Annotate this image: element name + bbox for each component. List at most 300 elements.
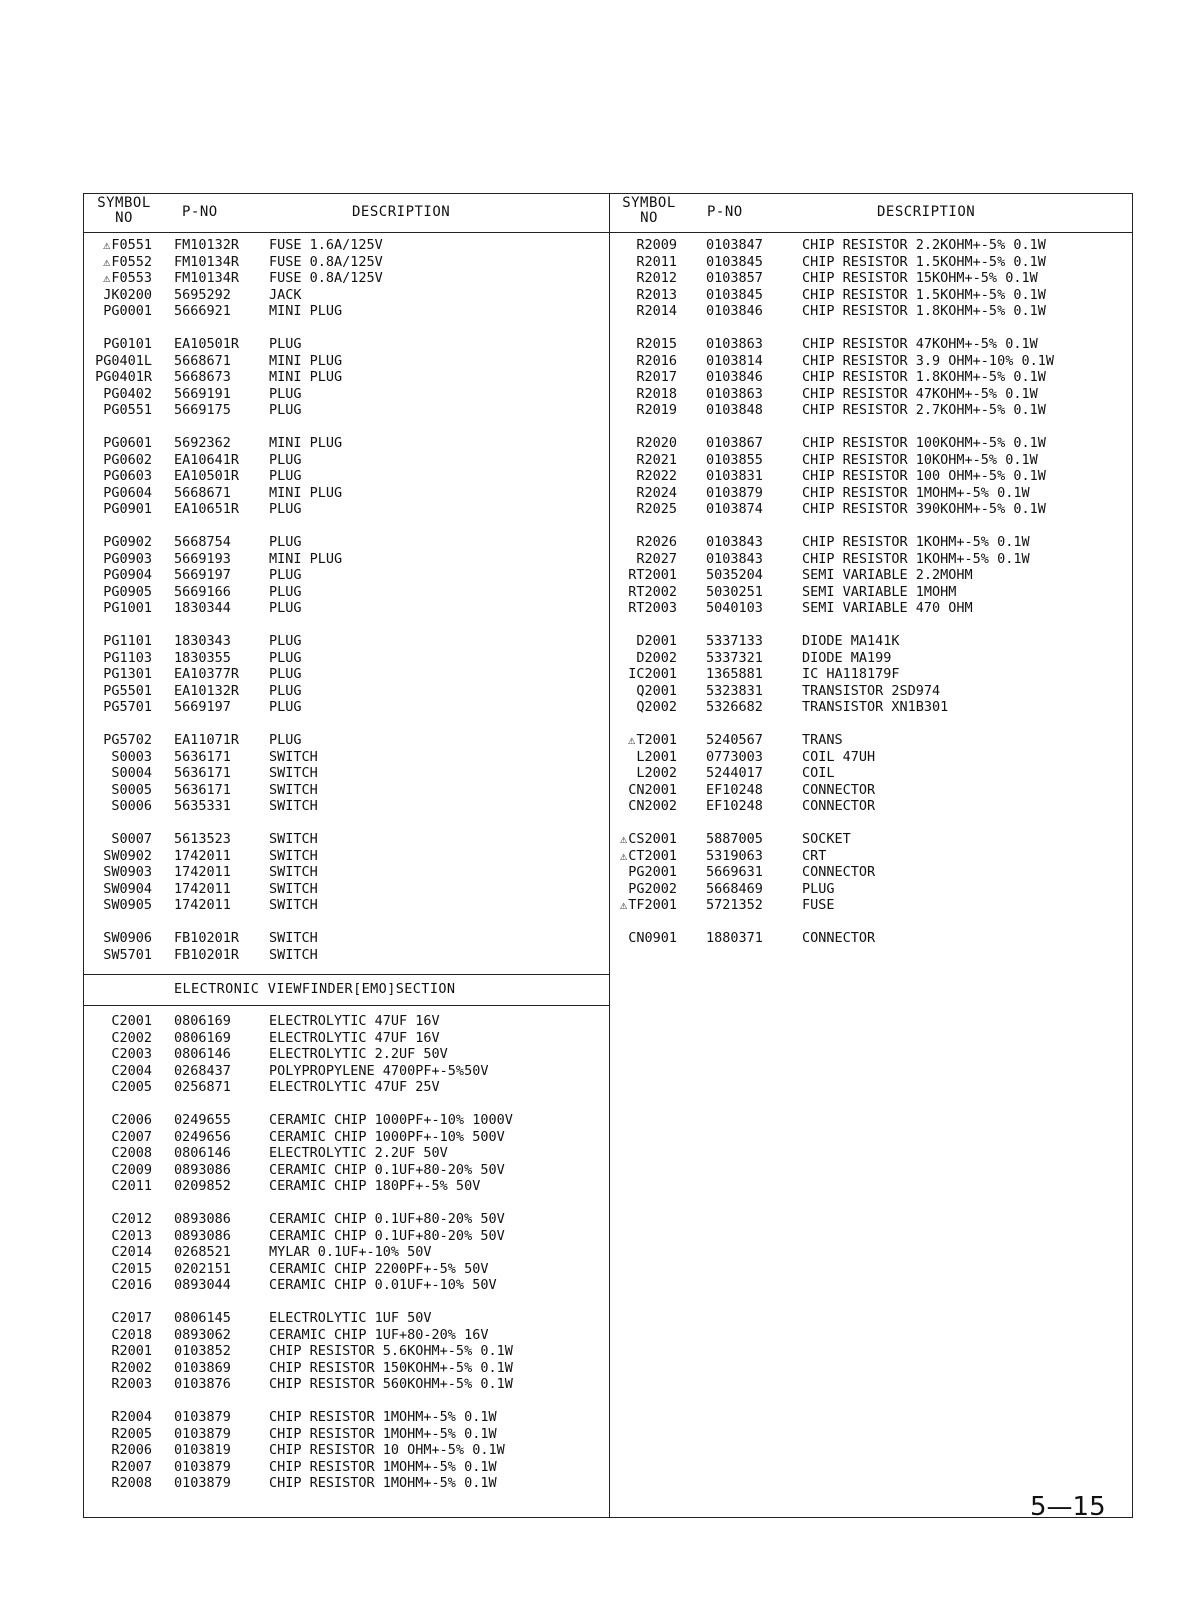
part-description: CHIP RESISTOR 10KOHM+-5% 0.1W (802, 451, 1038, 468)
symbol-text: R2019 (636, 402, 677, 418)
table-row (84, 386, 609, 403)
table-row (84, 435, 609, 452)
part-number: 1830355 (174, 649, 231, 666)
group-gap (84, 1195, 609, 1212)
symbol-no (84, 1063, 152, 1080)
table-row (609, 369, 1134, 386)
symbol-text: PG1101 (103, 633, 152, 649)
part-description: SWITCH (269, 781, 318, 798)
table-row (609, 551, 1134, 568)
symbol-no (609, 567, 677, 584)
part-description: SWITCH (269, 765, 318, 781)
part-description: CHIP RESISTOR 560KOHM+-5% 0.1W (269, 1376, 513, 1392)
part-number: 1742011 (174, 864, 231, 880)
table-row (84, 287, 609, 304)
section-title: ELECTRONIC VIEWFINDER[EMO]SECTION (174, 981, 456, 997)
symbol-no (84, 930, 152, 947)
symbol-no (609, 765, 677, 782)
part-number: 5635331 (174, 798, 231, 814)
symbol-no (609, 287, 677, 304)
group-gap (84, 716, 609, 733)
symbol-no (84, 287, 152, 304)
table-row (84, 699, 609, 716)
part-description: PLUG (269, 468, 302, 484)
symbol-no (84, 683, 152, 700)
symbol-text: R2012 (636, 270, 677, 286)
table-row (84, 798, 609, 815)
header-symbol-line1: SYMBOL (97, 195, 151, 211)
part-description: PLUG (269, 682, 302, 699)
table-row (609, 699, 1134, 716)
header-symbol-line1: SYMBOL (622, 195, 676, 211)
header-description: DESCRIPTION (877, 204, 976, 220)
symbol-no (609, 864, 677, 881)
symbol-text: C2001 (111, 1013, 152, 1029)
symbol-no (84, 402, 152, 419)
part-description: CERAMIC CHIP 1000PF+-10% 500V (269, 1128, 505, 1145)
table-row (84, 1343, 609, 1360)
symbol-text: Q2001 (636, 682, 677, 699)
symbol-text: IC2001 (628, 666, 677, 682)
table-row (84, 1063, 609, 1080)
symbol-text: R2006 (111, 1442, 152, 1458)
part-description: CHIP RESISTOR 100 OHM+-5% 0.1W (802, 468, 1046, 484)
safety-warning-icon: ⚠ (103, 271, 111, 285)
symbol-text: PG0401L (95, 352, 152, 369)
part-number: 5030251 (706, 583, 763, 600)
symbol-text: C2005 (111, 1079, 152, 1095)
symbol-no (609, 732, 677, 749)
left-part-rows (84, 237, 609, 963)
part-number: 0103847 (706, 237, 763, 253)
part-number: 5244017 (706, 765, 763, 781)
part-number: 0103845 (706, 286, 763, 303)
table-row (84, 237, 609, 254)
part-description: SWITCH (269, 864, 318, 880)
symbol-text: S0005 (111, 781, 152, 798)
part-description: PLUG (269, 732, 302, 748)
table-row (84, 683, 609, 700)
symbol-no (84, 237, 152, 254)
symbol-text: L2002 (636, 765, 677, 781)
part-description: PLUG (269, 649, 302, 666)
group-gap (84, 617, 609, 634)
part-description: FUSE (802, 897, 835, 913)
group-gap (84, 815, 609, 832)
symbol-text: R2011 (636, 253, 677, 270)
table-row (84, 584, 609, 601)
symbol-no (84, 551, 152, 568)
part-number: 5669631 (706, 864, 763, 880)
group-gap (609, 518, 1134, 535)
part-number: 5887005 (706, 831, 763, 847)
symbol-no (609, 369, 677, 386)
symbol-text: CT2001 (628, 847, 677, 864)
part-description: CHIP RESISTOR 1.8KOHM+-5% 0.1W (802, 369, 1046, 385)
part-description: TRANSISTOR 2SD974 (802, 682, 941, 699)
part-number: 5337321 (706, 649, 763, 666)
symbol-text: R2017 (636, 369, 677, 385)
table-row (609, 897, 1134, 914)
part-number: 0256871 (174, 1079, 231, 1095)
part-description: CHIP RESISTOR 1MOHM+-5% 0.1W (269, 1458, 497, 1475)
part-number: 0893086 (174, 1211, 231, 1227)
symbol-no (609, 650, 677, 667)
part-description: SWITCH (269, 847, 318, 864)
symbol-no (84, 369, 152, 386)
symbol-text: R2009 (636, 237, 677, 253)
symbol-no (84, 270, 152, 287)
table-row (609, 237, 1134, 254)
part-number: 5695292 (174, 286, 231, 303)
table-row (609, 468, 1134, 485)
part-description: DIODE MA199 (802, 649, 892, 666)
part-number: 1830344 (174, 600, 231, 616)
table-row (84, 1426, 609, 1443)
safety-warning-icon: ⚠ (103, 238, 111, 252)
symbol-no (84, 1129, 152, 1146)
part-description: PLUG (269, 666, 302, 682)
part-number: 5636171 (174, 748, 231, 765)
symbol-no (84, 1145, 152, 1162)
table-row (609, 254, 1134, 271)
symbol-text: Q2002 (636, 699, 677, 715)
table-row (84, 534, 609, 551)
symbol-no (609, 831, 677, 848)
part-number: EF10248 (706, 781, 763, 798)
table-row (609, 650, 1134, 667)
part-description: CERAMIC CHIP 1000PF+-10% 1000V (269, 1112, 513, 1128)
table-row (609, 485, 1134, 502)
part-description: CHIP RESISTOR 1.5KOHM+-5% 0.1W (802, 253, 1046, 270)
symbol-text: PG5701 (103, 699, 152, 715)
part-description: CHIP RESISTOR 1.8KOHM+-5% 0.1W (802, 303, 1046, 319)
table-row (84, 1013, 609, 1030)
symbol-text: CN0901 (628, 930, 677, 946)
part-number: 0202151 (174, 1260, 231, 1277)
group-gap (84, 1393, 609, 1410)
part-description: PLUG (269, 385, 302, 402)
part-description: CHIP RESISTOR 1KOHM+-5% 0.1W (802, 550, 1030, 567)
symbol-no (84, 386, 152, 403)
table-row (84, 485, 609, 502)
part-description: SEMI VARIABLE 1MOHM (802, 583, 957, 600)
symbol-no (84, 1327, 152, 1344)
table-row (84, 501, 609, 518)
symbol-text: PG0401R (95, 369, 152, 385)
table-row (84, 650, 609, 667)
part-number: 1365881 (706, 666, 763, 682)
part-number: 5668671 (174, 352, 231, 369)
table-row (84, 336, 609, 353)
part-number: 1742011 (174, 897, 231, 913)
part-description: SEMI VARIABLE 470 OHM (802, 600, 973, 616)
safety-warning-icon: ⚠ (103, 254, 111, 269)
part-description: POLYPROPYLENE 4700PF+-5%50V (269, 1062, 489, 1079)
part-number: 0103879 (174, 1475, 231, 1491)
symbol-no (609, 353, 677, 370)
group-gap (609, 320, 1134, 337)
symbol-no (609, 699, 677, 716)
part-description: SOCKET (802, 831, 851, 847)
symbol-no (84, 831, 152, 848)
part-description: CHIP RESISTOR 1MOHM+-5% 0.1W (269, 1425, 497, 1442)
part-description: PLUG (269, 699, 302, 715)
part-description: MINI PLUG (269, 369, 343, 385)
symbol-no (84, 1112, 152, 1129)
symbol-text: R2007 (111, 1458, 152, 1475)
part-number: 0103867 (706, 435, 763, 451)
symbol-no (84, 1310, 152, 1327)
symbol-text: C2015 (111, 1260, 152, 1277)
header-symbol-line2: NO (640, 210, 658, 226)
symbol-text: R2004 (111, 1409, 152, 1425)
symbol-no (609, 897, 677, 914)
part-number: 1830343 (174, 633, 231, 649)
part-number: 0103863 (706, 336, 763, 352)
table-row (609, 732, 1134, 749)
part-description: SWITCH (269, 798, 318, 814)
part-number: 5668671 (174, 484, 231, 501)
symbol-no (609, 798, 677, 815)
table-row (84, 1112, 609, 1129)
part-number: 0103831 (706, 468, 763, 484)
symbol-text: R2016 (636, 352, 677, 369)
symbol-text: PG1001 (103, 600, 152, 616)
part-description: CHIP RESISTOR 2.7KOHM+-5% 0.1W (802, 402, 1046, 418)
part-number: 5668469 (706, 880, 763, 897)
symbol-text: SW0902 (103, 847, 152, 864)
symbol-no (609, 237, 677, 254)
symbol-text: PG0602 (103, 451, 152, 468)
part-number: 5669191 (174, 385, 231, 402)
symbol-no (84, 1475, 152, 1492)
table-row (84, 468, 609, 485)
symbol-text: R2024 (636, 484, 677, 501)
table-row (609, 798, 1134, 815)
part-number: 1742011 (174, 847, 231, 864)
symbol-no (609, 303, 677, 320)
group-gap (609, 815, 1134, 832)
part-number: EF10248 (706, 798, 763, 814)
symbol-text: PG2002 (628, 880, 677, 897)
symbol-no (84, 353, 152, 370)
table-row (84, 732, 609, 749)
symbol-text: PG0551 (103, 402, 152, 418)
table-row (84, 369, 609, 386)
table-row (84, 947, 609, 964)
symbol-no (84, 848, 152, 865)
part-number: 0103845 (706, 253, 763, 270)
part-description: PLUG (269, 567, 302, 583)
table-row (84, 864, 609, 881)
part-description: ELECTROLYTIC 47UF 16V (269, 1013, 440, 1029)
symbol-text: R2013 (636, 286, 677, 303)
part-number: 5636171 (174, 781, 231, 798)
part-description: ELECTROLYTIC 2.2UF 50V (269, 1145, 448, 1161)
symbol-no (84, 1261, 152, 1278)
symbol-no (84, 798, 152, 815)
symbol-text: R2018 (636, 385, 677, 402)
table-row (84, 633, 609, 650)
header-description: DESCRIPTION (352, 204, 451, 220)
symbol-no (84, 435, 152, 452)
part-number: 0103863 (706, 385, 763, 402)
table-row (84, 1030, 609, 1047)
symbol-text: JK0200 (103, 286, 152, 303)
part-number: 0103874 (706, 501, 763, 517)
symbol-no (84, 254, 152, 271)
symbol-no (84, 303, 152, 320)
part-number: 0103879 (174, 1425, 231, 1442)
part-description: CHIP RESISTOR 10 OHM+-5% 0.1W (269, 1442, 505, 1458)
symbol-no (84, 1277, 152, 1294)
part-number: 5669197 (174, 699, 231, 715)
table-row (84, 1327, 609, 1344)
part-description: TRANS (802, 732, 843, 748)
symbol-text: D2001 (636, 633, 677, 649)
part-number: FM10134R (174, 270, 240, 286)
part-description: PLUG (269, 402, 302, 418)
part-description: CHIP RESISTOR 3.9 OHM+-10% 0.1W (802, 352, 1054, 369)
table-row (84, 353, 609, 370)
symbol-no (609, 600, 677, 617)
part-number: 5721352 (706, 897, 763, 913)
table-row (84, 881, 609, 898)
symbol-no (84, 501, 152, 518)
symbol-no (84, 1228, 152, 1245)
part-description: SEMI VARIABLE 2.2MOHM (802, 567, 973, 583)
part-number: 1742011 (174, 880, 231, 897)
part-number: 5613523 (174, 831, 231, 847)
symbol-no (84, 699, 152, 716)
part-number: 5240567 (706, 732, 763, 748)
table-row (609, 864, 1134, 881)
part-description: SWITCH (269, 748, 318, 765)
symbol-no (609, 666, 677, 683)
part-number: FB10201R (174, 946, 240, 963)
header-symbol-line2: NO (115, 210, 133, 226)
part-number: 0103852 (174, 1343, 231, 1359)
part-description: PLUG (269, 633, 302, 649)
symbol-text: PG0603 (103, 468, 152, 484)
symbol-no (84, 1211, 152, 1228)
table-row (84, 1129, 609, 1146)
part-number: FM10132R (174, 237, 240, 253)
symbol-text: RT2003 (628, 600, 677, 616)
part-number: 0806146 (174, 1046, 231, 1062)
part-number: EA10641R (174, 451, 240, 468)
part-number: FB10201R (174, 930, 240, 946)
part-number: 0806169 (174, 1013, 231, 1029)
part-number: 5326682 (706, 699, 763, 715)
part-description: SWITCH (269, 930, 318, 946)
part-number: 0806146 (174, 1145, 231, 1161)
symbol-no (84, 1079, 152, 1096)
symbol-no (84, 732, 152, 749)
part-number: 0103843 (706, 550, 763, 567)
part-number: FM10134R (174, 253, 240, 270)
symbol-no (84, 1409, 152, 1426)
part-number: 1880371 (706, 930, 763, 946)
symbol-no (84, 864, 152, 881)
table-row (84, 848, 609, 865)
safety-warning-icon: ⚠ (619, 898, 628, 912)
symbol-no (84, 1442, 152, 1459)
part-description: ELECTROLYTIC 1UF 50V (269, 1310, 432, 1326)
symbol-text: PG5702 (103, 732, 152, 748)
table-row (609, 666, 1134, 683)
symbol-text: C2011 (111, 1178, 152, 1194)
part-number: 0103879 (174, 1458, 231, 1475)
table-row (84, 1310, 609, 1327)
part-number: 0103857 (706, 270, 763, 286)
symbol-text: RT2002 (628, 583, 677, 600)
part-number: EA10377R (174, 666, 240, 682)
part-description: CHIP RESISTOR 390KOHM+-5% 0.1W (802, 501, 1046, 517)
symbol-no (84, 765, 152, 782)
symbol-text: C2017 (111, 1310, 152, 1326)
right-column (609, 194, 1134, 1517)
symbol-text: S0004 (111, 765, 152, 781)
symbol-no (84, 567, 152, 584)
symbol-text: D2002 (636, 649, 677, 666)
part-description: CHIP RESISTOR 1MOHM+-5% 0.1W (802, 484, 1030, 501)
part-number: EA10501R (174, 468, 240, 484)
symbol-text: C2018 (111, 1326, 152, 1343)
table-row (609, 782, 1134, 799)
symbol-text: PG1301 (103, 666, 152, 682)
symbol-text: C2004 (111, 1062, 152, 1079)
part-description: MINI PLUG (269, 550, 343, 567)
symbol-text: F0553 (111, 270, 152, 286)
table-row (84, 1228, 609, 1245)
symbol-text: PG0904 (103, 567, 152, 583)
symbol-text: R2008 (111, 1475, 152, 1491)
table-row (609, 930, 1134, 947)
table-row (609, 270, 1134, 287)
symbol-text: CS2001 (628, 831, 677, 847)
table-row (609, 683, 1134, 700)
symbol-text: SW0906 (103, 930, 152, 946)
symbol-text: C2006 (111, 1112, 152, 1128)
symbol-text: R2022 (636, 468, 677, 484)
symbol-no (609, 336, 677, 353)
part-number: 5692362 (174, 435, 231, 451)
part-description: SWITCH (269, 831, 318, 847)
symbol-no (84, 1244, 152, 1261)
safety-warning-icon: ⚠ (619, 832, 628, 846)
group-gap (84, 914, 609, 931)
part-number: 5636171 (174, 765, 231, 781)
part-description: MINI PLUG (269, 435, 343, 451)
symbol-text: T2001 (636, 732, 677, 748)
symbol-no (84, 1343, 152, 1360)
part-description: CERAMIC CHIP 180PF+-5% 50V (269, 1178, 481, 1194)
symbol-no (84, 1459, 152, 1476)
part-number: 0268437 (174, 1062, 231, 1079)
part-number: 0103848 (706, 402, 763, 418)
part-number: EA10651R (174, 501, 240, 517)
table-row (84, 303, 609, 320)
symbol-no (84, 897, 152, 914)
table-row (84, 930, 609, 947)
table-row (84, 666, 609, 683)
symbol-text: PG0604 (103, 484, 152, 501)
part-description: MINI PLUG (269, 484, 343, 501)
table-row (609, 633, 1134, 650)
symbol-text: S0003 (111, 748, 152, 765)
